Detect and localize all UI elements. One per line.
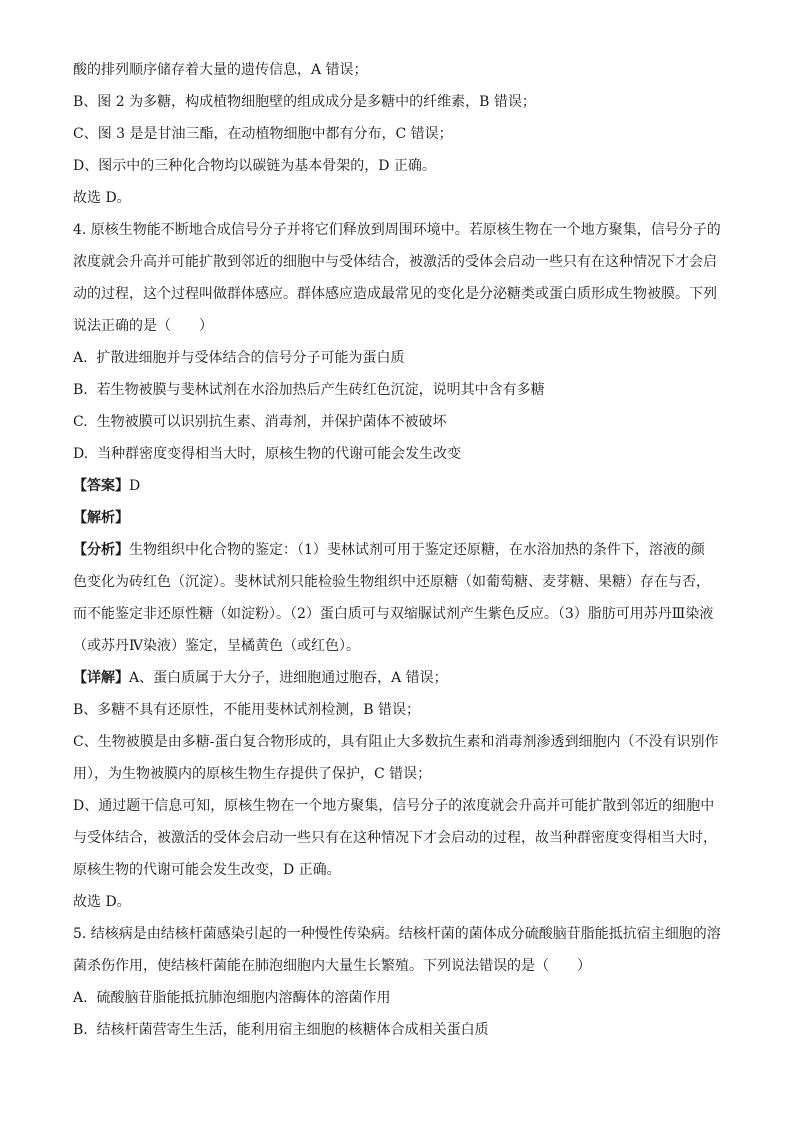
- q4-analysis-tag: [73, 508, 723, 529]
- q5-option-b: B. 结核杆菌营寄生生活，能利用宿主细胞的核糖体合成相关蛋白质: [73, 1022, 489, 1038]
- q4-xiangjie-line: 原核生物的代谢可能会发生改变，D 正确。: [73, 862, 341, 878]
- analysis-tag: 【解析】: [73, 510, 129, 526]
- question-4: [73, 220, 723, 913]
- q4-stem-line: 4. 原核生物能不断地合成信号分子并将它们释放到周围环境中。若原核生物在一个地方聚集，信号分子的: [73, 222, 721, 238]
- fenxi-text: 生物组织中化合物的鉴定：（1）斐林试剂可用于鉴定还原糖，在水浴加热的条件下，溶液的颜: [129, 542, 705, 558]
- q4-fenxi-line: 而不能鉴定非还原性糖（如淀粉）。（2）蛋白质可与双缩脲试剂产生紫色反应。（3）脂肪可用苏丹Ⅲ染液: [73, 606, 714, 622]
- document-page: [73, 60, 723, 1052]
- q4-xiangjie-line: [73, 668, 723, 689]
- xiangjie-text: A、蛋白质属于大分子，进细胞通过胞吞，A 错误；: [129, 670, 448, 686]
- q4-xiangjie-line: B、多糖不具有还原性，不能用斐林试剂检测，B 错误；: [73, 702, 421, 718]
- text-line: B、图 2 为多糖，构成植物细胞壁的组成成分是多糖中的纤维素，B 错误；: [73, 94, 536, 110]
- q4-option-d: D. 当种群密度变得相当大时，原核生物的代谢可能会发生改变: [73, 446, 462, 462]
- q4-option-b: B. 若生物被膜与斐林试剂在水浴加热后产生砖红色沉淀，说明其中含有多糖: [73, 382, 545, 398]
- q4-fenxi-line: 色变化为砖红色（沉淀）。斐林试剂只能检验生物组织中还原糖（如葡萄糖、麦芽糖、果糖）存在与否，: [73, 574, 710, 590]
- q4-answer: [73, 476, 723, 497]
- fenxi-tag: 【分析】: [73, 542, 129, 558]
- answer-value: D: [129, 478, 141, 494]
- q5-option-a: A. 硫酸脑苷脂能抵抗肺泡细胞内溶酶体的溶菌作用: [73, 990, 391, 1006]
- q4-option-c: C. 生物被膜可以识别抗生素、消毒剂，并保护菌体不被破坏: [73, 414, 447, 430]
- q4-stem-line: 浓度就会升高并可能扩散到邻近的细胞中与受体结合，被激活的受体会启动一些只有在这种情况下才会启: [73, 254, 717, 270]
- xiangjie-tag: 【详解】: [73, 670, 129, 686]
- answer-tag: 【答案】: [73, 478, 129, 494]
- q4-fenxi-line: [73, 540, 723, 561]
- q4-conclusion: 故选 D。: [73, 894, 131, 910]
- q5-stem-line: 菌杀伤作用，使结核杆菌能在肺泡细胞内大量生长繁殖。下列说法错误的是（ ）: [73, 958, 591, 974]
- q4-xiangjie-line: 与受体结合，被激活的受体会启动一些只有在这种情况下才会启动的过程，故当种群密度变得相当大时，: [73, 830, 717, 846]
- q4-fenxi-line: （或苏丹Ⅳ染液）鉴定，呈橘黄色（或红色）。: [73, 638, 360, 654]
- q4-xiangjie-line: 用），为生物被膜内的原核生物生存提供了保护，C 错误；: [73, 766, 432, 782]
- q4-option-a: A. 扩散进细胞并与受体结合的信号分子可能为蛋白质: [73, 350, 405, 366]
- q4-xiangjie-line: C、生物被膜是由多糖-蛋白复合物形成的，具有阻止大多数抗生素和消毒剂渗透到细胞内（不没有识别作: [73, 734, 719, 750]
- text-line: C、图 3 是是甘油三酯，在动植物细胞中都有分布，C 错误；: [73, 126, 453, 142]
- question-5: [73, 924, 723, 1041]
- q5-stem-line: 5. 结核病是由结核杆菌感染引起的一种慢性传染病。结核杆菌的菌体成分硫酸脑苷脂能抵抗宿主细胞的溶: [73, 926, 721, 942]
- q4-stem-line: 动的过程，这个过程叫做群体感应。群体感应造成最常见的变化是分泌糖类或蛋白质形成生物被膜。下列: [73, 286, 717, 302]
- text-line: 酸的排列顺序储存着大量的遗传信息，A 错误；: [73, 62, 368, 78]
- q4-xiangjie-line: D、通过题干信息可知，原核生物在一个地方聚集，信号分子的浓度就会升高并可能扩散到邻近的细胞中: [73, 798, 715, 814]
- q4-stem-line: 说法正确的是（ ）: [73, 318, 213, 334]
- text-line: D、图示中的三种化合物均以碳链为基本骨架的，D 正确。: [73, 158, 436, 174]
- text-line: 故选 D。: [73, 190, 131, 206]
